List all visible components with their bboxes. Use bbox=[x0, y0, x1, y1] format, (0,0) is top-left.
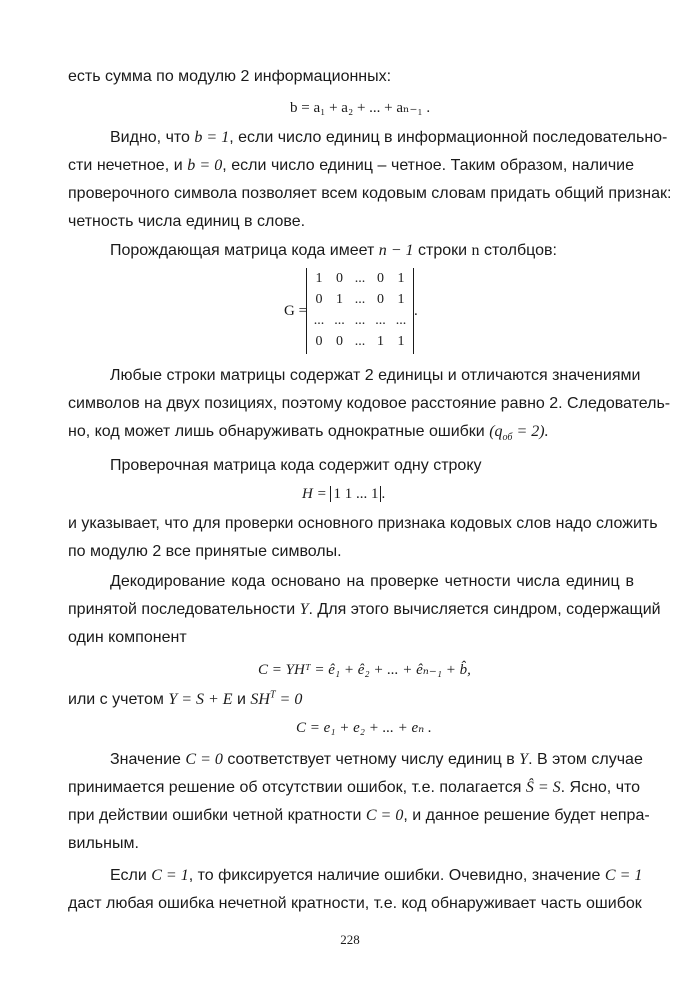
text-line: проверочного символа позволяет всем кодовым словам придать общий признак: bbox=[68, 185, 672, 202]
text-line: но, код может лишь обнаруживать однократные ошибки $(q_{об} = 2)$. bbox=[68, 423, 549, 444]
text-line: сти нечетное, и b = 0, если число единиц – четное. Таким образом, наличие bbox=[68, 157, 635, 174]
page-number: 228 bbox=[340, 932, 360, 947]
text-line: Проверочная матрица кода содержит одну строку bbox=[110, 457, 482, 474]
matrix-row: 1 0 ... 0 1 bbox=[315, 271, 405, 286]
text-line: Порождающая матрица кода имеет n − 1 строки n столбцов: bbox=[110, 242, 557, 259]
matrix-G-period: . bbox=[414, 303, 418, 319]
text-line: Любые строки матрицы содержат 2 единицы и отличаются значениями bbox=[110, 367, 641, 384]
text-line: один компонент bbox=[68, 629, 187, 646]
text-line: даст любая ошибка нечетной кратности, т.е. код обнаруживает часть ошибок bbox=[68, 895, 642, 912]
text-line: Видно, что b = 1, если число единиц в информационной последовательно- bbox=[110, 129, 668, 146]
text-line: Декодирование кода основано на проверке четности числа единиц в bbox=[110, 573, 634, 590]
text-line: и указывает, что для проверки основного признака кодовых слов надо сложить bbox=[68, 515, 658, 532]
formula-b-sum: b = a₁ + a₂ + ... + aₙ₋₁ . bbox=[290, 100, 431, 116]
matrix-G-label: G = bbox=[284, 303, 308, 319]
text-line: есть сумма по модулю 2 информационных: bbox=[68, 68, 392, 85]
text-line: при действии ошибки четной кратности C = 0, и данное решение будет непра- bbox=[68, 807, 650, 824]
formula-syndrome: C = YHᵀ = ê₁ + ê₂ + ... + êₙ₋₁ + b̂, bbox=[258, 662, 471, 678]
text-line: принятой последовательности Y. Для этого вычисляется синдром, содержащий bbox=[68, 601, 661, 618]
text-line: или с учетом Y = S + E и $SH^T = 0$ bbox=[68, 689, 303, 708]
matrix-H: H = 1 1 ... 1 . bbox=[302, 486, 386, 502]
formula-C-errors: C = e₁ + e₂ + ... + eₙ . bbox=[296, 720, 432, 736]
text-line: Значение C = 0 соответствует четному числу единиц в Y. В этом случае bbox=[110, 751, 643, 768]
matrix-row: ... ... ... ... ... bbox=[313, 313, 407, 328]
text-line: вильным. bbox=[68, 835, 139, 852]
matrix-G bbox=[306, 268, 414, 354]
text-line: по модулю 2 все принятые символы. bbox=[68, 543, 342, 560]
text-line: принимается решение об отсутствии ошибок, т.е. полагается Ŝ = S. Ясно, что bbox=[68, 779, 641, 796]
text-line: четность числа единиц в слове. bbox=[68, 213, 306, 230]
text-line: символов на двух позициях, поэтому кодовое расстояние равно 2. Следователь- bbox=[68, 395, 671, 412]
matrix-row: 0 0 ... 1 1 bbox=[315, 334, 405, 349]
matrix-row: 0 1 ... 0 1 bbox=[315, 292, 405, 307]
text-line: Если C = 1, то фиксируется наличие ошибки. Очевидно, значение C = 1 bbox=[110, 867, 643, 884]
